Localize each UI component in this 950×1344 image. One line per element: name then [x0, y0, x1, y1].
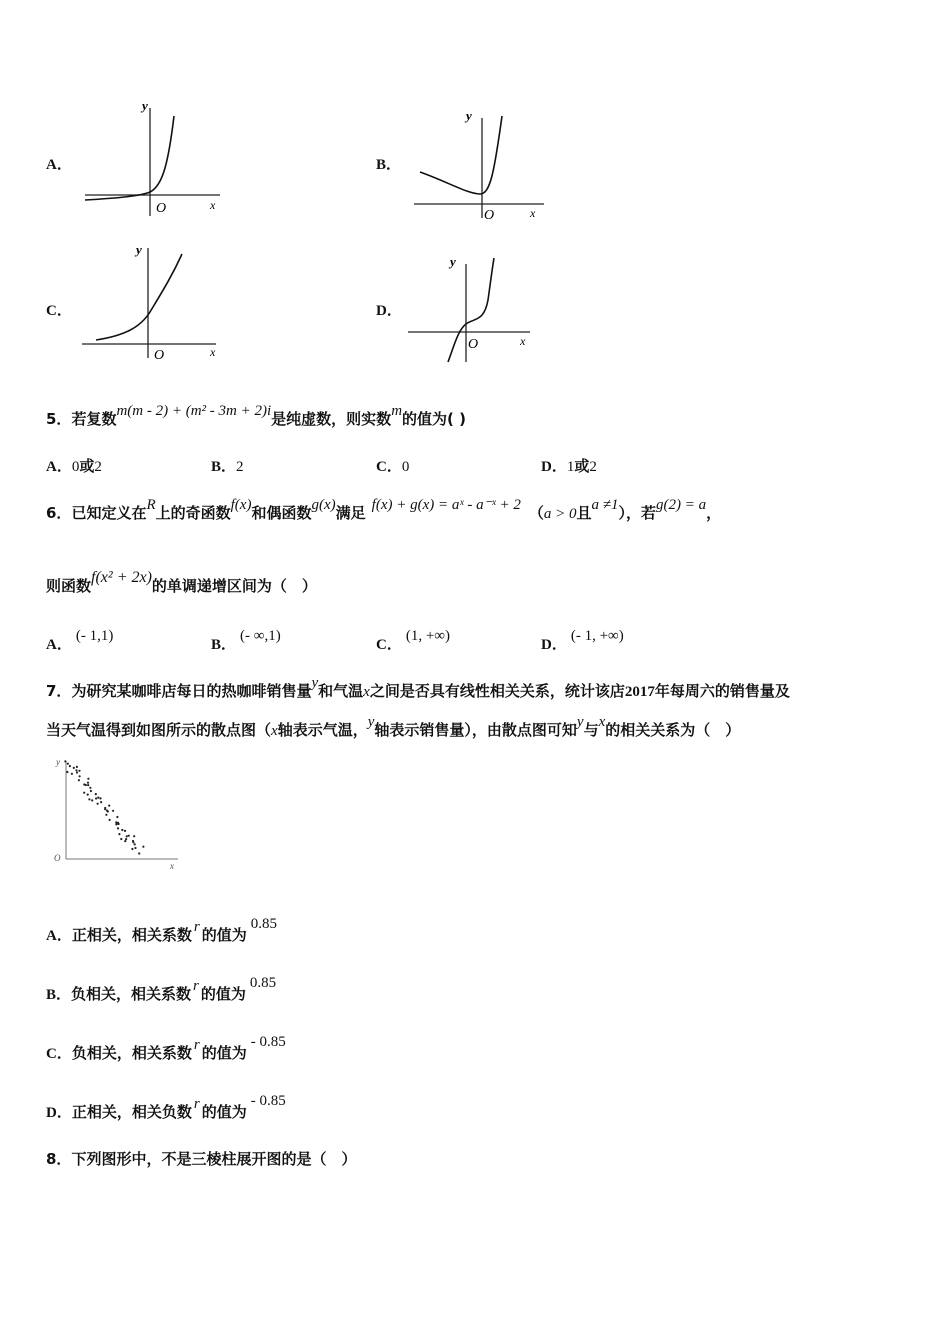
scatter-point — [87, 778, 89, 780]
scatter-point — [87, 784, 89, 786]
scatter-point — [83, 792, 85, 794]
q8-text: 下列图形中，不是三棱柱展开图的是（ ） — [71, 1150, 357, 1168]
option-text: 负相关，相关系数 — [71, 985, 192, 1003]
option-r: r — [193, 978, 199, 994]
scatter-point — [91, 799, 93, 801]
option-label: A． — [46, 637, 72, 653]
scatter-point — [115, 821, 117, 823]
scatter-point — [97, 797, 99, 799]
q6-cond-open: （ — [528, 504, 544, 522]
q7-option-d[interactable] — [46, 1093, 286, 1122]
origin-label: O — [156, 201, 167, 216]
option-r: r — [193, 1037, 200, 1053]
q6-option-a[interactable] — [46, 628, 114, 654]
option-text2: 的值为 — [201, 926, 247, 944]
q6-R: R — [146, 497, 156, 513]
q7-line2-e: 的相关关系为（ ） — [605, 721, 741, 739]
q6-text-a: 已知定义在 — [71, 504, 147, 522]
scatter-point — [87, 782, 89, 784]
scatter-point — [138, 852, 140, 854]
option-value: 0 — [401, 459, 410, 475]
scatter-point — [125, 838, 127, 840]
option-value: 1 — [566, 459, 575, 475]
q5-var: m — [391, 403, 403, 419]
q7-line2-d: 与 — [583, 721, 599, 739]
scatter-point — [128, 835, 130, 837]
q8-stem — [46, 1148, 356, 1169]
scatter-point — [109, 819, 111, 821]
option-label: B． — [46, 987, 72, 1003]
scatter-point — [118, 833, 120, 835]
q6-gx: g(x) — [311, 497, 336, 513]
q7-year: 2017 — [624, 684, 655, 700]
scatter-point — [108, 805, 110, 807]
scatter-point — [87, 794, 89, 796]
q7-line1-d: 年每周六的销售量及 — [654, 682, 790, 700]
q8-number: 8． — [46, 1150, 72, 1168]
q5-text-a: 若复数 — [71, 410, 117, 428]
q6-cond-close: ），若 — [618, 504, 657, 522]
option-value: (1, +∞) — [405, 628, 450, 644]
option-value2: 2 — [589, 459, 597, 475]
scatter-point — [76, 771, 78, 773]
q5-option-a[interactable] — [46, 455, 102, 476]
q5-option-b[interactable] — [211, 455, 244, 476]
option-value: (- ∞,1) — [240, 628, 281, 644]
option-text: 负相关，相关系数 — [71, 1044, 192, 1062]
scatter-point — [95, 793, 97, 795]
scatter-point — [67, 763, 69, 765]
q7-line1-b: 和气温 — [318, 682, 364, 700]
scatter-point — [112, 810, 114, 812]
scatter-point — [73, 767, 75, 769]
q4-option-d-label: D． — [376, 303, 402, 319]
scatter-point — [117, 827, 119, 829]
option-value: (- 1,1) — [75, 628, 114, 644]
q5-number: 5． — [46, 410, 72, 428]
option-label: A． — [46, 928, 72, 944]
scatter-point — [71, 773, 73, 775]
q7-line1-a: 为研究某咖啡店每日的热咖啡销售量 — [71, 682, 312, 700]
q4-graph-a[interactable] — [80, 96, 230, 220]
q6-stem-line1 — [46, 497, 722, 523]
option-label: D． — [541, 637, 567, 653]
option-or: 或 — [574, 457, 590, 475]
scatter-point — [142, 846, 144, 848]
q7-y: y — [311, 675, 319, 691]
scatter-point — [100, 801, 102, 803]
q6-fcomp: f(x² + 2x) — [91, 569, 152, 586]
option-text2: 的值为 — [200, 985, 246, 1003]
q7-stem-line2 — [46, 714, 741, 740]
y-label: y — [136, 242, 142, 257]
q5-stem — [46, 403, 466, 429]
scatter-point — [97, 803, 99, 805]
q6-option-c[interactable] — [376, 628, 450, 654]
option-label: C． — [376, 637, 402, 653]
q4-graph-b[interactable] — [408, 104, 554, 222]
option-value: - 0.85 — [250, 1034, 286, 1050]
option-text2: 的值为 — [201, 1103, 247, 1121]
scatter-point — [76, 766, 78, 768]
option-value: 0.85 — [249, 975, 277, 991]
option-label: C． — [46, 1046, 72, 1062]
q4-option-b-label: B． — [376, 157, 402, 173]
option-label: A． — [46, 459, 72, 475]
q7-x-axis-var: x — [271, 723, 278, 739]
scatter-point — [131, 848, 133, 850]
y-label: y — [142, 98, 148, 113]
q7-option-c[interactable] — [46, 1034, 286, 1063]
q6-number: 6． — [46, 504, 72, 522]
scatter-point — [134, 847, 136, 849]
curve — [420, 116, 502, 194]
scatter-point — [120, 838, 122, 840]
x-label: x — [170, 861, 174, 871]
scatter-point — [133, 835, 135, 837]
origin-label: O — [54, 853, 61, 863]
option-value: 2 — [236, 459, 244, 475]
q7-x: x — [363, 684, 370, 700]
scatter-point — [132, 841, 134, 843]
scatter-point — [126, 835, 128, 837]
scatter-point — [88, 798, 90, 800]
q7-option-b[interactable] — [46, 975, 277, 1004]
q5-option-c[interactable] — [376, 455, 409, 476]
q4-option-a-label: A． — [46, 157, 72, 173]
q6-option-b[interactable] — [211, 628, 281, 654]
origin-label: O — [154, 348, 165, 363]
scatter-point — [64, 760, 66, 762]
option-r: r — [193, 919, 200, 935]
q6-cond1: a > 0 — [543, 506, 577, 522]
scatter-point — [90, 790, 92, 792]
q4-graph-d[interactable] — [402, 250, 542, 368]
scatter-point — [75, 769, 77, 771]
scatter-point — [105, 814, 107, 816]
q6-text-b: 上的奇函数 — [155, 504, 231, 522]
q7-option-a[interactable] — [46, 916, 277, 945]
curve — [85, 116, 174, 200]
option-or: 或 — [79, 457, 95, 475]
option-r: r — [193, 1096, 200, 1112]
q7-x-ref: x — [598, 714, 606, 730]
x-label: x — [530, 206, 536, 220]
origin-label: O — [484, 208, 495, 222]
scatter-point — [124, 830, 126, 832]
q6-equation: f(x) + g(x) = aˣ - a⁻ˣ + 2 — [371, 497, 521, 513]
scatter-points — [64, 760, 144, 854]
y-label: y — [56, 757, 60, 767]
option-label: D． — [46, 1105, 72, 1121]
q6-text-c: 和偶函数 — [251, 504, 312, 522]
q7-line1-c: 之间是否具有线性相关关系，统计该店 — [369, 682, 625, 700]
q5-option-d[interactable] — [541, 455, 597, 476]
scatter-point — [115, 823, 117, 825]
x-label: x — [520, 334, 526, 348]
q5-text-b: 是纯虚数，则实数 — [271, 410, 392, 428]
y-label: y — [466, 108, 472, 123]
scatter-point — [121, 829, 123, 831]
q5-text-c: 的值为( ) — [402, 410, 466, 428]
q7-scatter-plot — [48, 755, 184, 871]
option-label: C． — [376, 459, 402, 475]
scatter-point — [95, 797, 97, 799]
scatter-point — [69, 765, 71, 767]
scatter-point — [124, 840, 126, 842]
scatter-point — [83, 783, 85, 785]
q6-fx: f(x) — [230, 497, 252, 513]
option-value2: 2 — [94, 459, 102, 475]
option-value: - 0.85 — [250, 1093, 286, 1109]
q6-g2: g(2) = a — [656, 497, 707, 513]
option-label: B． — [211, 637, 237, 653]
q5-expression: m(m - 2) + (m² - 3m + 2)i — [116, 403, 272, 419]
q6-comma: ， — [706, 504, 722, 522]
scatter-point — [79, 775, 81, 777]
q6-line2-b: 的单调递增区间为（ ） — [151, 577, 317, 595]
q7-y-axis-var: y — [367, 714, 375, 730]
q6-cond-and: 且 — [576, 504, 592, 522]
y-label: y — [450, 254, 456, 269]
q4-option-c-label: C． — [46, 303, 72, 319]
origin-label: O — [468, 337, 479, 352]
q7-stem-line1 — [46, 675, 790, 701]
q7-line2-b: 轴表示气温， — [277, 721, 368, 739]
q6-option-d[interactable] — [541, 628, 624, 654]
option-label: B． — [211, 459, 237, 475]
q7-line2-c: 轴表示销售量），由散点图可知 — [374, 721, 577, 739]
q4-graph-c[interactable] — [78, 240, 228, 364]
scatter-point — [89, 787, 91, 789]
option-value: 0 — [71, 459, 80, 475]
option-label: D． — [541, 459, 567, 475]
q6-cond2: a ≠1 — [591, 497, 619, 513]
scatter-point — [106, 810, 108, 812]
scatter-point — [66, 771, 68, 773]
option-text2: 的值为 — [201, 1044, 247, 1062]
scatter-point — [78, 779, 80, 781]
scatter-point — [134, 843, 136, 845]
option-text: 正相关，相关系数 — [71, 926, 192, 944]
curve — [96, 254, 182, 340]
q6-line2-a: 则函数 — [46, 577, 92, 595]
scatter-point — [99, 797, 101, 799]
option-text: 正相关，相关负数 — [71, 1103, 192, 1121]
q6-stem-line2 — [46, 569, 317, 596]
scatter-point — [78, 770, 80, 772]
q7-number: 7． — [46, 682, 72, 700]
x-label: x — [210, 345, 216, 359]
scatter-point — [104, 808, 106, 810]
q6-text-d: 满足 — [335, 504, 366, 522]
option-value: (- 1, +∞) — [570, 628, 624, 644]
scatter-point — [116, 816, 118, 818]
option-value: 0.85 — [250, 916, 277, 932]
q7-line2-a: 当天气温得到如图所示的散点图（ — [46, 721, 272, 739]
x-label: x — [210, 198, 216, 212]
q7-y-ref: y — [576, 714, 584, 730]
